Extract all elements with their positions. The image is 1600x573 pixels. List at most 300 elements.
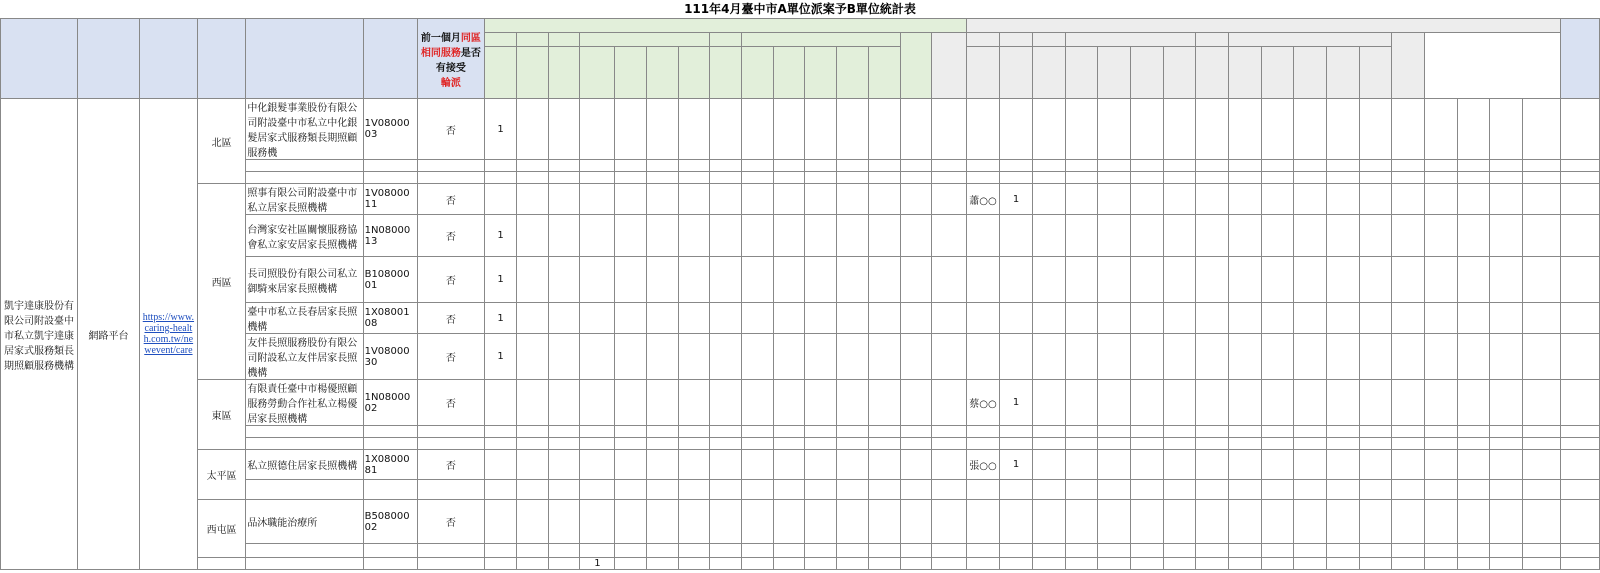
service-area-name: 西屯區 [197, 500, 245, 558]
rotation-cell [710, 160, 742, 172]
case-cell [1424, 426, 1457, 438]
rotation-cell [710, 303, 742, 334]
rotation-cell [710, 480, 742, 500]
case-cell [1522, 303, 1560, 334]
rotation-cell [615, 438, 647, 450]
rotation-respite-col-2 [805, 47, 837, 99]
b-unit-code: 1X0800081 [363, 450, 417, 480]
case-cell [1033, 380, 1066, 426]
rotation-day-care [517, 33, 549, 47]
case-cell [1131, 544, 1164, 558]
web-url-link[interactable] [139, 99, 197, 570]
case-cell [1229, 558, 1262, 570]
case-cell [1261, 438, 1294, 450]
case-cell [1522, 184, 1560, 215]
rotation-cell [615, 303, 647, 334]
rotation-cell [932, 334, 967, 380]
rotation-cell [548, 380, 580, 426]
table-cell [417, 558, 485, 570]
case-name-value: 張○○ [966, 450, 999, 480]
case-cell [1490, 426, 1523, 438]
case-cell [1522, 172, 1560, 184]
rotation-cell [868, 450, 900, 480]
case-name-value [966, 215, 999, 257]
case-cell [1065, 544, 1098, 558]
rotation-cell [710, 184, 742, 215]
rotation-ba-value [485, 380, 517, 426]
rotation-cell [615, 184, 647, 215]
case-cell [1359, 500, 1392, 544]
case-cell [1065, 172, 1098, 184]
case-cell [1131, 303, 1164, 334]
rotation-cell [678, 160, 710, 172]
rotation-cell [710, 215, 742, 257]
case-cell [1098, 480, 1131, 500]
case-cell [1490, 160, 1523, 172]
rotation-cell [837, 500, 869, 544]
rotation-cell [548, 184, 580, 215]
case-cell [1424, 184, 1457, 215]
rotation-cell [647, 184, 679, 215]
rotation-cell [773, 257, 805, 303]
rotation-cell [773, 160, 805, 172]
rotation-cell [805, 257, 837, 303]
service-area-name: 西區 [197, 184, 245, 380]
b-unit-name [246, 544, 363, 558]
prev-month-text-3: 是否有接受 [435, 47, 481, 74]
rotation-cell [548, 480, 580, 500]
case-cell [1229, 380, 1262, 426]
rotation-cell [710, 99, 742, 160]
rotation-cell [773, 558, 805, 570]
case-cell [1326, 480, 1359, 500]
web-url-text[interactable]: https://www.caring-health.com.tw/newevent/care [142, 312, 195, 356]
remark-cell [1561, 480, 1600, 500]
case-cell [1098, 99, 1131, 160]
case-cell [1326, 303, 1359, 334]
rotation-cell [742, 500, 774, 544]
case-cell [1490, 500, 1523, 544]
case-cell [1163, 558, 1196, 570]
case-cell [1522, 450, 1560, 480]
case-cell [1326, 500, 1359, 544]
case-cell [1392, 334, 1425, 380]
rotation-cell [580, 303, 615, 334]
case-cell [1163, 334, 1196, 380]
case-cell [1098, 558, 1131, 570]
case-cell [1359, 172, 1392, 184]
case-cell [1392, 99, 1425, 160]
rotation-cell [932, 438, 967, 450]
case-cell [1261, 215, 1294, 257]
case-cell [1229, 215, 1262, 257]
rotation-cell [932, 544, 967, 558]
case-cell [1424, 99, 1457, 160]
rotation-cell [773, 334, 805, 380]
case-code-cd [1163, 47, 1196, 99]
rotation-respite [742, 33, 900, 47]
rotation-ba-value: 1 [485, 334, 517, 380]
case-cell [1131, 500, 1164, 544]
case-cell [1131, 480, 1164, 500]
rotation-cell [868, 99, 900, 160]
case-cell [1163, 215, 1196, 257]
rotation-cell [932, 500, 967, 544]
rotation-code-cb [615, 47, 647, 99]
case-cell [1098, 426, 1131, 438]
case-ba-value [1000, 99, 1033, 160]
remark-cell [1561, 558, 1600, 570]
case-cell [1033, 450, 1066, 480]
rotation-cell [805, 172, 837, 184]
case-cell [1065, 558, 1098, 570]
remark-cell [1561, 426, 1600, 438]
rotation-cell [710, 257, 742, 303]
case-name-value [966, 480, 999, 500]
case-cell [1131, 160, 1164, 172]
case-cell [1326, 426, 1359, 438]
rotation-cell [900, 160, 932, 172]
b-unit-name [246, 426, 363, 438]
remark-cell [1561, 257, 1600, 303]
remark-cell [1561, 438, 1600, 450]
rotation-ba-value [485, 480, 517, 500]
rotation-cell [900, 184, 932, 215]
rotation-cell [742, 438, 774, 450]
rotation-cell [678, 500, 710, 544]
case-cell [1522, 544, 1560, 558]
rotation-cell [742, 426, 774, 438]
case-ba-value: 1 [1000, 184, 1033, 215]
rotation-cell [805, 500, 837, 544]
case-cell [1098, 184, 1131, 215]
case-cell [1326, 215, 1359, 257]
case-cell [1392, 450, 1425, 480]
case-cell [1033, 426, 1066, 438]
remark-cell [1561, 500, 1600, 544]
case-code-d [1196, 47, 1229, 99]
case-cell [1359, 184, 1392, 215]
accept-rotation: 否 [417, 334, 485, 380]
case-code-bb [1000, 47, 1033, 99]
rotation-cell [517, 172, 549, 184]
case-cell [1033, 184, 1066, 215]
rotation-code-d [710, 47, 742, 99]
case-cell [1457, 172, 1490, 184]
case-cell [1326, 438, 1359, 450]
rotation-cell [580, 215, 615, 257]
remark-cell [1561, 303, 1600, 334]
case-cell [1098, 334, 1131, 380]
service-area-name: 北區 [197, 99, 245, 184]
case-cell [1294, 172, 1327, 184]
rotation-cell [678, 334, 710, 380]
case-cell [1359, 438, 1392, 450]
case-cell [1294, 500, 1327, 544]
rotation-cell [548, 500, 580, 544]
header-b-code [363, 19, 417, 99]
case-cell [1359, 558, 1392, 570]
rotation-cell [837, 99, 869, 160]
case-name-value: 蔡○○ [966, 380, 999, 426]
statistics-table [0, 18, 1600, 570]
case-cell [1457, 99, 1490, 160]
remark-cell [1561, 172, 1600, 184]
case-name-value [966, 426, 999, 438]
rotation-cell [932, 99, 967, 160]
rotation-cell [548, 426, 580, 438]
case-cell [1229, 544, 1262, 558]
rotation-cell [932, 426, 967, 438]
rotation-cell [900, 500, 932, 544]
accept-rotation [417, 160, 485, 172]
rotation-cell [900, 303, 932, 334]
rotation-cell [647, 334, 679, 380]
case-cell [1522, 334, 1560, 380]
case-cell [1326, 380, 1359, 426]
case-cell [1294, 438, 1327, 450]
accept-rotation: 否 [417, 257, 485, 303]
case-ba-value [1000, 172, 1033, 184]
b-unit-code [363, 172, 417, 184]
rotation-cell [710, 544, 742, 558]
rotation-cell [742, 215, 774, 257]
case-cell [1424, 544, 1457, 558]
rotation-cell [932, 257, 967, 303]
case-cell [1490, 558, 1523, 570]
case-cell [1098, 438, 1131, 450]
case-transport [1196, 33, 1229, 47]
case-cell [1392, 544, 1425, 558]
rotation-cell [615, 480, 647, 500]
case-cell [1229, 438, 1262, 450]
case-cell [1229, 500, 1262, 544]
rotation-cell [900, 172, 932, 184]
rotation-cell [837, 257, 869, 303]
case-cell [1457, 544, 1490, 558]
case-cell [1424, 500, 1457, 544]
case-name-value [966, 303, 999, 334]
case-cell [1261, 160, 1294, 172]
case-cell [1457, 215, 1490, 257]
case-cell [1261, 544, 1294, 558]
case-cell [1457, 160, 1490, 172]
rotation-cell [773, 303, 805, 334]
case-cell [1163, 160, 1196, 172]
case-cell [1424, 558, 1457, 570]
rotation-cell [548, 334, 580, 380]
rotation-cell [580, 257, 615, 303]
case-cell [1392, 380, 1425, 426]
case-cell [1131, 380, 1164, 426]
rotation-cell [548, 160, 580, 172]
case-code-cb [1098, 47, 1131, 99]
case-cell [1098, 215, 1131, 257]
case-cell [1522, 426, 1560, 438]
rotation-cell [805, 334, 837, 380]
case-cell [1326, 544, 1359, 558]
rotation-cell [647, 172, 679, 184]
rotation-ba-value [485, 172, 517, 184]
rotation-cell [837, 303, 869, 334]
b-unit-code [363, 438, 417, 450]
case-cell [1424, 380, 1457, 426]
case-cell [1490, 303, 1523, 334]
rotation-cell [773, 544, 805, 558]
accept-rotation: 否 [417, 500, 485, 544]
case-cell [1261, 426, 1294, 438]
case-name-value [966, 438, 999, 450]
case-respite-col-3 [1326, 47, 1359, 99]
rotation-cell [517, 544, 549, 558]
rotation-cell [615, 558, 647, 570]
b-unit-code: 1N0800002 [363, 380, 417, 426]
remark-cell [1561, 450, 1600, 480]
case-cell [1098, 257, 1131, 303]
case-cell [1098, 172, 1131, 184]
case-cell [1065, 160, 1098, 172]
b-unit-name: 台灣家安社區關懷服務協會私立家安居家長照機構 [246, 215, 363, 257]
case-code-ba [966, 47, 999, 99]
case-cell [1098, 500, 1131, 544]
case-cell [1196, 160, 1229, 172]
case-cell [1261, 480, 1294, 500]
rotation-cell [710, 380, 742, 426]
rotation-cell [710, 450, 742, 480]
case-cell [1457, 303, 1490, 334]
rotation-ba-value [485, 184, 517, 215]
rotation-cell [868, 184, 900, 215]
case-cell [1359, 334, 1392, 380]
rotation-cell [548, 99, 580, 160]
case-cell [1359, 380, 1392, 426]
case-cell [1294, 215, 1327, 257]
case-cell [1359, 426, 1392, 438]
case-cell [1229, 172, 1262, 184]
header-a-unit [1, 19, 78, 99]
b-unit-code [363, 426, 417, 438]
case-cell [1261, 303, 1294, 334]
case-home-service [966, 33, 999, 47]
rotation-cell [932, 303, 967, 334]
rotation-cell [517, 480, 549, 500]
case-cell [1261, 184, 1294, 215]
rotation-cell [517, 184, 549, 215]
case-cell [1196, 480, 1229, 500]
case-cell [1392, 426, 1425, 438]
case-cell [1424, 438, 1457, 450]
rotation-cell [647, 160, 679, 172]
case-respite-col-2 [1294, 47, 1327, 99]
case-respite-col-1 [1261, 47, 1294, 99]
case-cell [1131, 450, 1164, 480]
accept-rotation [417, 544, 485, 558]
rotation-cell [805, 480, 837, 500]
case-ba-value [1000, 426, 1033, 438]
rotation-cell [580, 480, 615, 500]
case-cell [1392, 303, 1425, 334]
rotation-cell [742, 480, 774, 500]
rotation-cell [647, 215, 679, 257]
rotation-cell [837, 558, 869, 570]
case-cell [1261, 99, 1294, 160]
case-cell [1294, 480, 1327, 500]
rotation-cell [548, 558, 580, 570]
rotation-cell [932, 450, 967, 480]
accept-rotation: 否 [417, 215, 485, 257]
case-cell [1326, 450, 1359, 480]
case-cell [1490, 257, 1523, 303]
rotation-family-care [548, 33, 580, 47]
rotation-cell [837, 334, 869, 380]
case-cell [1326, 257, 1359, 303]
case-cell [1522, 257, 1560, 303]
case-cell [1424, 303, 1457, 334]
rotation-cell [900, 334, 932, 380]
rotation-cell [647, 500, 679, 544]
case-cell [1392, 215, 1425, 257]
case-cell [1294, 544, 1327, 558]
rotation-ba-value: 1 [485, 303, 517, 334]
case-cell [1098, 160, 1131, 172]
b-unit-code [363, 160, 417, 172]
rotation-professional [580, 33, 710, 47]
rotation-cell [742, 172, 774, 184]
case-cell [1163, 426, 1196, 438]
case-cell [1294, 303, 1327, 334]
case-ba-value [1000, 544, 1033, 558]
rotation-cell [548, 544, 580, 558]
rotation-cell [548, 303, 580, 334]
rotation-ba-value [485, 426, 517, 438]
rotation-cell [773, 500, 805, 544]
rotation-cell [868, 380, 900, 426]
case-name-value [966, 544, 999, 558]
case-cell [1457, 450, 1490, 480]
case-cell [1229, 426, 1262, 438]
case-cell [1033, 558, 1066, 570]
case-cell [1522, 160, 1560, 172]
rotation-cell [868, 438, 900, 450]
accept-rotation [417, 426, 485, 438]
case-cell [1294, 99, 1327, 160]
rotation-cell [710, 426, 742, 438]
case-cell [1033, 544, 1066, 558]
rotation-ba-value: 1 [485, 257, 517, 303]
rotation-cell [837, 160, 869, 172]
rotation-cell [900, 544, 932, 558]
rotation-cell [517, 99, 549, 160]
case-cell [1392, 172, 1425, 184]
case-cell [1196, 426, 1229, 438]
case-cell [1424, 334, 1457, 380]
case-ba-value [1000, 334, 1033, 380]
rotation-cell [805, 544, 837, 558]
header-case-assign [966, 19, 1561, 33]
rotation-cell [678, 215, 710, 257]
case-cell [1522, 480, 1560, 500]
rotation-cell [485, 558, 517, 570]
rotation-cell [900, 99, 932, 160]
rotation-cell [773, 450, 805, 480]
rotation-cell [900, 438, 932, 450]
case-family-care [1033, 33, 1066, 47]
case-cell [1359, 160, 1392, 172]
case-cell [1392, 500, 1425, 544]
rotation-cell [805, 438, 837, 450]
rotation-cell [678, 438, 710, 450]
case-ba-value [1000, 480, 1033, 500]
